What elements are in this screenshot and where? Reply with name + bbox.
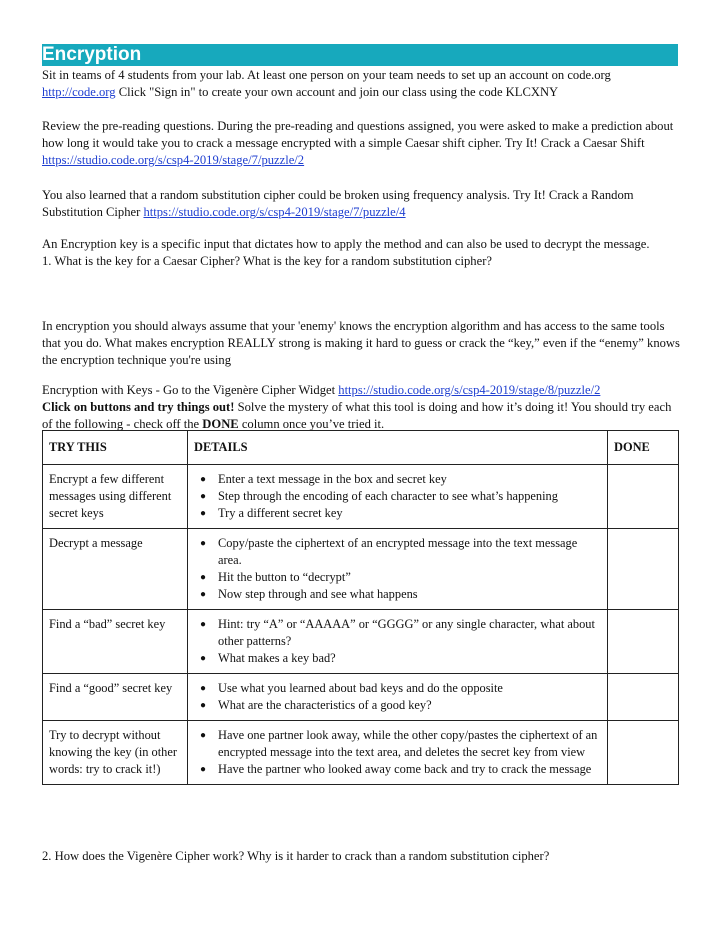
done-word: DONE xyxy=(202,417,239,431)
vigenere-widget-link[interactable]: https://studio.code.org/s/csp4-2019/stage/8/puzzle/2 xyxy=(338,383,601,397)
intro-paragraph-caesar xyxy=(42,118,682,169)
title-banner xyxy=(42,44,678,66)
table-header-row xyxy=(43,431,679,465)
table-row xyxy=(43,610,679,674)
substitution-puzzle-link[interactable]: https://studio.code.org/s/csp4-2019/stage/7/puzzle/4 xyxy=(143,205,406,219)
details-cell xyxy=(188,610,608,674)
caesar-puzzle-link[interactable]: https://studio.code.org/s/csp4-2019/stage/7/puzzle/2 xyxy=(42,153,305,167)
intro-paragraph-enemy xyxy=(42,318,682,369)
details-cell xyxy=(188,465,608,529)
detail-item: ● Copy/paste the ciphertext of an encrypted message into the text message area. xyxy=(194,535,601,569)
page-title: Encryption xyxy=(42,44,142,65)
header-done: DONE xyxy=(608,431,679,465)
detail-item: ● Now step through and see what happens xyxy=(194,586,601,603)
try-instruction-end: column once you’ve tried it. xyxy=(238,417,385,431)
enemy-text: In encryption you should always assume that your 'enemy' knows the encryption algorithm and has access to the same tools that you do. What makes encryption REALLY strong is making it hard to guess or crack the “key,” even if the “enemy” knows the encryption technique you're using xyxy=(42,319,680,367)
question-1: 1. What is the key for a Caesar Cipher? What is the key for a random substitution cipher? xyxy=(42,254,492,268)
table-row xyxy=(43,529,679,610)
detail-item: ● What makes a key bad? xyxy=(194,650,601,667)
intro-paragraph-key xyxy=(42,236,682,270)
try-cell: Find a “bad” secret key xyxy=(43,610,188,674)
detail-item: ● Have the partner who looked away come back and try to crack the message xyxy=(194,761,601,778)
code-org-link[interactable]: http://code.org xyxy=(42,85,116,99)
try-cell: Decrypt a message xyxy=(43,529,188,610)
try-cell: Find a “good” secret key xyxy=(43,674,188,721)
key-definition: An Encryption key is a specific input that dictates how to apply the method and can also be used to decrypt the message. xyxy=(42,237,650,251)
teams-text-after: Click "Sign in" to create your own account and join our class using the code KLCXNY xyxy=(115,85,559,99)
done-checkbox-cell[interactable] xyxy=(608,529,679,610)
detail-item: ● Try a different secret key xyxy=(194,505,601,522)
detail-item: ● Enter a text message in the box and secret key xyxy=(194,471,601,488)
tasks-table xyxy=(42,430,679,785)
detail-item: ● Step through the encoding of each character to see what’s happening xyxy=(194,488,601,505)
done-checkbox-cell[interactable] xyxy=(608,721,679,785)
table-row xyxy=(43,465,679,529)
detail-item: ● Have one partner look away, while the other copy/pastes the ciphertext of an encrypted message into the text area, and deletes the secret key from view xyxy=(194,727,601,761)
intro-paragraph-vigenere xyxy=(42,382,682,433)
teams-text: Sit in teams of 4 students from your lab. At least one person on your team needs to set up an account on code.org xyxy=(42,68,611,82)
intro-paragraph-substitution xyxy=(42,187,682,221)
details-cell xyxy=(188,721,608,785)
details-cell xyxy=(188,674,608,721)
question-2: 2. How does the Vigenère Cipher work? Why is it harder to crack than a random substitution cipher? xyxy=(42,849,550,863)
done-checkbox-cell[interactable] xyxy=(608,674,679,721)
done-checkbox-cell[interactable] xyxy=(608,610,679,674)
try-cell: Try to decrypt without knowing the key (in other words: try to crack it!) xyxy=(43,721,188,785)
vigenere-text: Encryption with Keys - Go to the Vigenère Cipher Widget xyxy=(42,383,339,397)
intro-paragraph-teams xyxy=(42,67,682,101)
try-cell: Encrypt a few different messages using different secret keys xyxy=(43,465,188,529)
caesar-text: Review the pre-reading questions. During the pre-reading and questions assigned, you were asked to make a prediction about how long it would take you to crack a message encrypted with a simple Caesar shift cipher. Try It! Crack a Caesar Shift xyxy=(42,119,674,150)
table-row xyxy=(43,721,679,785)
done-checkbox-cell[interactable] xyxy=(608,465,679,529)
header-try-this: TRY THIS xyxy=(43,431,188,465)
detail-item: ● Hit the button to “decrypt” xyxy=(194,569,601,586)
detail-item: ● Hint: try “A” or “AAAAA” or “GGGG” or any single character, what about other patterns? xyxy=(194,616,601,650)
header-details: DETAILS xyxy=(188,431,608,465)
details-cell xyxy=(188,529,608,610)
table-row xyxy=(43,674,679,721)
click-buttons-instruction: Click on buttons and try things out! xyxy=(42,400,235,414)
detail-item: ● What are the characteristics of a good key? xyxy=(194,697,601,714)
substitution-text: You also learned that a random substitution cipher could be broken using frequency analysis. Try It! Crack a Random Substitution Cipher xyxy=(42,188,634,219)
detail-item: ● Use what you learned about bad keys and do the opposite xyxy=(194,680,601,697)
try-instruction: Solve the mystery of what this tool is doing and how it’s doing it! You should try each of the following - check off the xyxy=(42,400,672,431)
